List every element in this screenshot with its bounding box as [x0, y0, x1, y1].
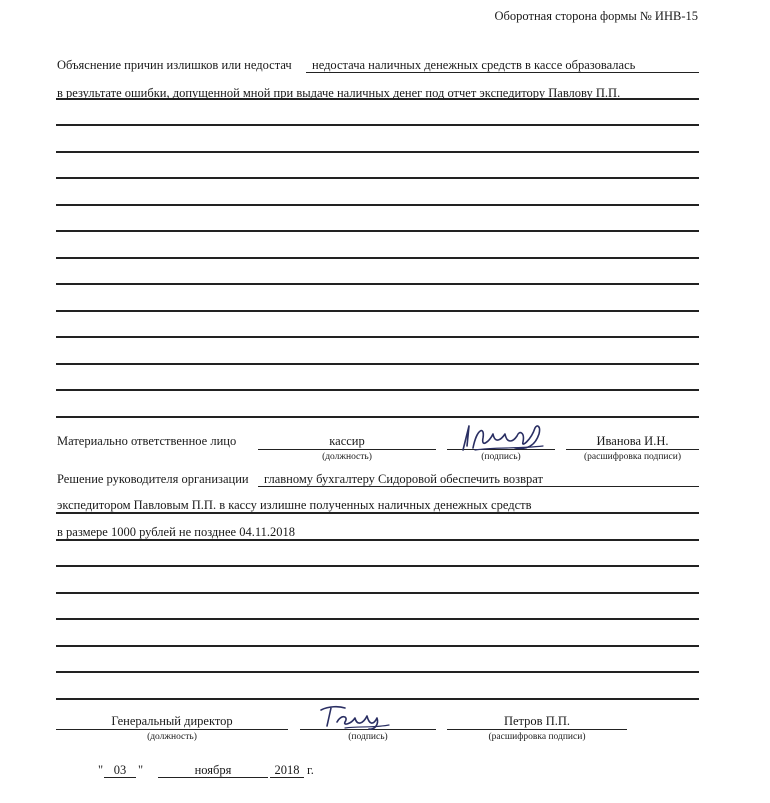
ruled-line — [56, 671, 699, 673]
decision-line-1[interactable]: главному бухгалтеру Сидоровой обеспечить возврат — [264, 472, 543, 486]
ruled-line — [56, 698, 699, 700]
responsible-signature-caption: (подпись) — [481, 452, 521, 462]
ruled-line — [56, 310, 699, 312]
ruled-line — [56, 124, 699, 126]
responsible-position-caption: (должность) — [322, 452, 372, 462]
decision-label: Решение руководителя организации — [57, 472, 249, 486]
ruled-line — [56, 645, 699, 647]
ruled-line — [56, 363, 699, 365]
ruled-line — [56, 336, 699, 338]
director-name-caption: (расшифровка подписи) — [488, 732, 586, 742]
ruled-line — [56, 151, 699, 153]
director-name[interactable]: Петров П.П. — [503, 714, 571, 728]
date-open-quote: " — [98, 763, 104, 777]
decision-line-2[interactable]: экспедитором Павловым П.П. в кассу излишне полученных наличных денежных средств — [57, 498, 532, 512]
ruled-line — [56, 565, 699, 567]
responsible-position[interactable]: кассир — [329, 434, 365, 448]
director-name-underline — [447, 729, 627, 730]
ruled-line — [56, 416, 699, 418]
responsible-name-caption: (расшифровка подписи) — [584, 452, 681, 462]
explanation-underline — [306, 72, 699, 73]
explanation-line-2[interactable]: в результате ошибки, допущенной мной при выдаче наличных денег под отчет экспедитору Павлову П.П. — [57, 86, 621, 100]
ruled-line — [56, 592, 699, 594]
explanation-label: Объяснение причин излишков или недостач — [57, 58, 292, 72]
director-signature-caption: (подпись) — [348, 732, 388, 742]
responsible-name-underline — [566, 449, 699, 450]
ruled-line — [56, 98, 699, 100]
director-position-caption: (должность) — [147, 732, 197, 742]
ruled-line — [56, 230, 699, 232]
responsible-position-underline — [258, 449, 436, 450]
ruled-line — [56, 204, 699, 206]
date-close-quote: " — [138, 763, 144, 777]
date-suffix: г. — [307, 763, 314, 777]
ruled-line — [56, 389, 699, 391]
ruled-line — [56, 539, 699, 541]
decision-underline — [258, 486, 699, 487]
date-year[interactable]: 2018 — [274, 763, 300, 777]
explanation-line-1[interactable]: недостача наличных денежных средств в кассе образовалась — [312, 58, 636, 72]
responsible-signature-image — [455, 420, 550, 454]
ruled-line — [56, 512, 699, 514]
form-header-label: Оборотная сторона формы № ИНВ-15 — [494, 9, 698, 23]
director-position[interactable]: Генеральный директор — [111, 714, 233, 728]
responsible-name[interactable]: Иванова И.Н. — [596, 434, 669, 448]
ruled-line — [56, 283, 699, 285]
date-day[interactable]: 03 — [113, 763, 127, 777]
ruled-line — [56, 177, 699, 179]
director-position-underline — [56, 729, 288, 730]
ruled-line — [56, 257, 699, 259]
responsible-person-label: Материально ответственное лицо — [57, 434, 237, 448]
date-month[interactable]: ноября — [194, 763, 232, 777]
decision-line-3[interactable]: в размере 1000 рублей не позднее 04.11.2018 — [57, 525, 295, 539]
director-signature-image — [315, 702, 395, 732]
ruled-line — [56, 618, 699, 620]
